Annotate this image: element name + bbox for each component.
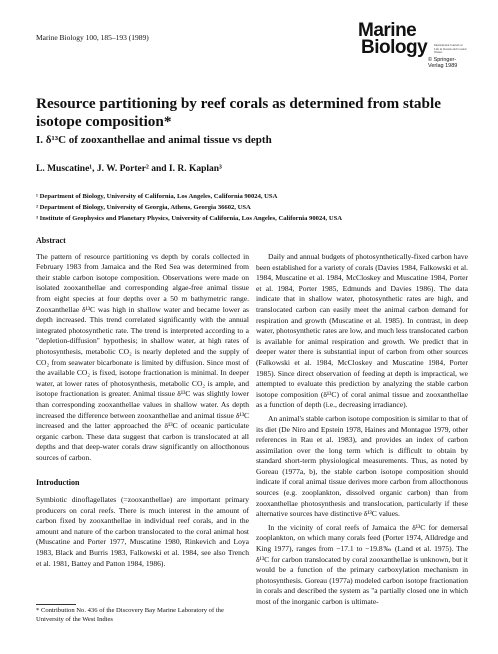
footnote-rule (36, 604, 76, 605)
article-subtitle: I. δ¹³C of zooxanthellae and animal tissue vs depth (36, 134, 272, 146)
journal-masthead (358, 22, 468, 69)
masthead-copyright: © Springer-Verlag 1989 (428, 57, 458, 69)
footnote: * Contribution No. 436 of the Discovery Bay Marine Laboratory of the University of the West Indies (36, 607, 224, 623)
right-paragraph-3: In the vicinity of coral reefs of Jamaica the δ¹³C for demersal zooplankton, on which many corals feed (Porter 1974, Alldredge and King 1977), ranges from −17.1 to −19.8‰ (Land et al. 1975). The δ¹³C for carbon translocated by coral zooxanthellae is unknown, but it would be a function of the primary carboxylation mechanism in photosynthesis. Goreau (1977a) modeled carbon isotope fractionation in corals and described the system as "a partially closed one in which most of the inorganic carbon is ultimate- (256, 522, 468, 606)
introduction-body: Symbiotic dinoflagellates (=zooxanthellae) are important primary producers on coral reefs. There is much interest in the amount of carbon fixed by zooxanthellae in individual reef corals, and in the amount and nature of the carbon translocated to the coral animal host (Muscatine and Porter 1977, Muscatine 1980, Rinkevich and Loya 1983, Black and Burris 1983, Falkowski et al. 1984, see also Trench et al. 1981, Battey and Patton 1984, 1986). (36, 495, 249, 568)
right-paragraph-2: An animal's stable carbon isotope composition is similar to that of its diet (De Niro and Epstein 1978, Haines and Montague 1979, other references in Rau et al. 1983), and provides an index of carbon assimilation over the long term which is difficult to obtain by standard short-term physiological measurements. Thus, as noted by Goreau (1977a, b), the stable carbon isotope composition should indicate if coral animal tissue derives more carbon from allocthonous sources (e.g. zooplankton, dissolved organic carbon) than from zooxanthellae photosynthesis and translocation, particularly if these alternative sources have distinctive δ¹³C values. (256, 413, 468, 519)
affiliations (36, 191, 342, 224)
affiliation-3: ³ Institute of Geophysics and Planetary Physics, University of California, Los Angeles, California 90024, USA (36, 215, 343, 222)
masthead-title-line1: Marine (358, 20, 417, 41)
right-paragraph-1: Daily and annual budgets of photosynthetically-fixed carbon have been established for a variety of corals (Davies 1984, Falkowski et al. 1984, Muscatine et al. 1984, McCloskey and Muscatine 1984, Porter et al. 1984, Porter 1985, Edmunds and Davies 1986). The data indicate that in shallow water, photosynthetic rates are high, and translocated carbon can easily meet the animal carbon demand for respiration and growth (Muscatine et al. 1985). In contrast, in deep water, photosynthetic rates are low, and much less translocated carbon is available for animal respiration and growth. We predict that in deeper water there is substantial input of carbon from other sources (Falkowski et al. 1984, McCloskey and Muscatine 1984, Porter 1985). Since direct observation of feeding at depth is impractical, we attempted to evaluate this prediction by analyzing the stable carbon isotope composition (δ¹³C) of coral animal tissue and zooxanthellae as a function of depth (i.e., decreasing irradiance). (256, 252, 468, 410)
affiliation-2: ² Department of Biology, University of Georgia, Athens, Georgia 36602, USA (36, 204, 251, 211)
left-column (36, 236, 249, 569)
abstract-heading: Abstract (36, 236, 66, 245)
right-column (256, 252, 468, 608)
author-list: L. Muscatine¹, J. W. Porter² and I. R. Kaplan³ (36, 164, 222, 174)
masthead-title-line2: Biology (361, 37, 428, 58)
masthead-tagline: International Journal on Life in Oceans and Coastal Waters (434, 43, 467, 54)
affiliation-1: ¹ Department of Biology, University of California, Los Angeles, California 90024, USA (36, 193, 278, 200)
introduction-heading: Introduction (36, 478, 80, 488)
abstract-body: The pattern of resource partitioning vs depth by corals collected in February 1983 from Jamaica and the Red Sea was determined from their stable carbon isotope composition. Observations were made on isolated zooxanthellae and corresponding algae-free animal tissue from eight species at four depths over a 50 m bathymetric range. Zooxanthellae δ¹³C was high in shallow water and became lower as depth increased. This trend correlated significantly with the annual integrated photosynthetic rate. The trend is interpreted according to a "depletion-diffusion" hypothesis; in shallow water, at high rates of photosynthesis, metabolic CO₂ is nearly depleted and the supply of CO₂ from seawater bicarbonate is limited by diffusion. Since most of the available CO₂ is fixed, isotope fractionation is minimal. In deeper water, at lower rates of photosynthesis, metabolic CO₂ is ample, and isotope fractionation is greater. Animal tissue δ¹³C was slightly lower than corresponding zooxanthellae values in shallow water. As depth increased the difference between zooxanthellae and animal tissue δ¹³C increased and the latter approached the δ¹³C of oceanic particulate organic carbon. These data suggest that carbon is translocated at all depths and that deep-water corals draw significantly on allocthonous sources of carbon. (36, 251, 249, 462)
journal-reference: Marine Biology 100, 185–193 (1989) (36, 33, 149, 42)
article-title: Resource partitioning by reef corals as determined from stable isotope composition* (36, 95, 441, 130)
